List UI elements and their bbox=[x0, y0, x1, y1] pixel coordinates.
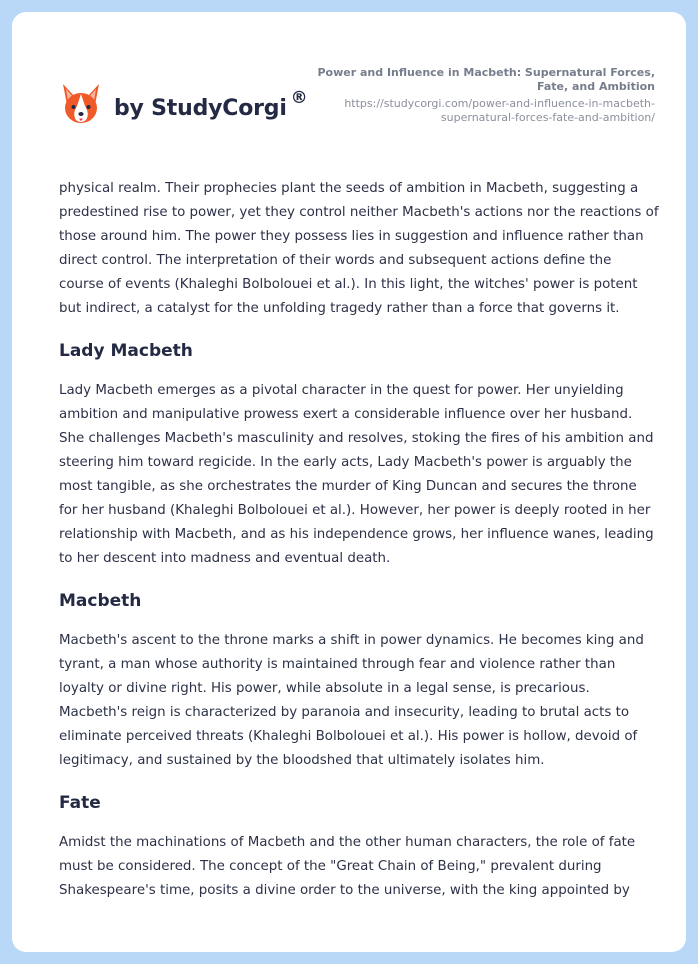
document-url[interactable]: https://studycorgi.com/power-and-influence-in-macbeth-supernatural-forces-fate-and-ambition/ bbox=[344, 97, 655, 124]
brand-name: by StudyCorgi bbox=[114, 95, 287, 121]
document-meta bbox=[315, 66, 655, 125]
registered-mark: ® bbox=[290, 88, 308, 108]
section-heading-macbeth: Macbeth bbox=[59, 591, 142, 611]
paragraph: Macbeth's ascent to the throne marks a shift in power dynamics. He becomes king and tyrant, a man whose authority is maintained through fear and violence rather than loyalty or divine right. His power, while absolute in a legal sense, is precarious. Macbeth's reign is characterized by paranoia and insecurity, leading to brutal acts to eliminate perceived threats (Khaleghi Bolbolouei et al.). His power is hollow, devoid of legitimacy, and sustained by the bloodshed that ultimately isolates him. bbox=[59, 633, 644, 768]
studycorgi-logo[interactable] bbox=[60, 74, 308, 134]
essay-body bbox=[59, 177, 659, 903]
document-page bbox=[12, 12, 686, 952]
document-title: Power and Influence in Macbeth: Supernatural Forces, Fate, and Ambition bbox=[317, 66, 655, 93]
paragraph: Amidst the machinations of Macbeth and the other human characters, the role of fate must be considered. The concept of the "Great Chain of Being," prevalent during Shakespeare's time, posits a divine order to the universe, with the king appointed by bbox=[59, 835, 636, 898]
section-heading-fate: Fate bbox=[59, 793, 101, 813]
section-heading-lady-macbeth: Lady Macbeth bbox=[59, 341, 193, 361]
corgi-logo-icon bbox=[60, 80, 102, 128]
paragraph: Lady Macbeth emerges as a pivotal character in the quest for power. Her unyielding ambition and manipulative prowess exert a considerable influence over her husband. She challenges Macbeth's masculinity and resolves, stoking the fires of his ambition and steering him toward regicide. In the early acts, Lady Macbeth's power is arguably the most tangible, as she orchestrates the murder of King Duncan and secures the throne for her husband (Khaleghi Bolbolouei et al.). However, her power is deeply rooted in her relationship with Macbeth, and as his independence grows, her influence wanes, leading to her descent into madness and eventual death. bbox=[59, 383, 654, 566]
paragraph: physical realm. Their prophecies plant the seeds of ambition in Macbeth, suggesting a predestined rise to power, yet they control neither Macbeth's actions nor the reactions of those around him. The power they possess lies in suggestion and influence rather than direct control. The interpretation of their words and subsequent actions define the course of events (Khaleghi Bolbolouei et al.). In this light, the witches' power is potent but indirect, a catalyst for the unfolding tragedy rather than a force that governs it. bbox=[59, 181, 659, 316]
